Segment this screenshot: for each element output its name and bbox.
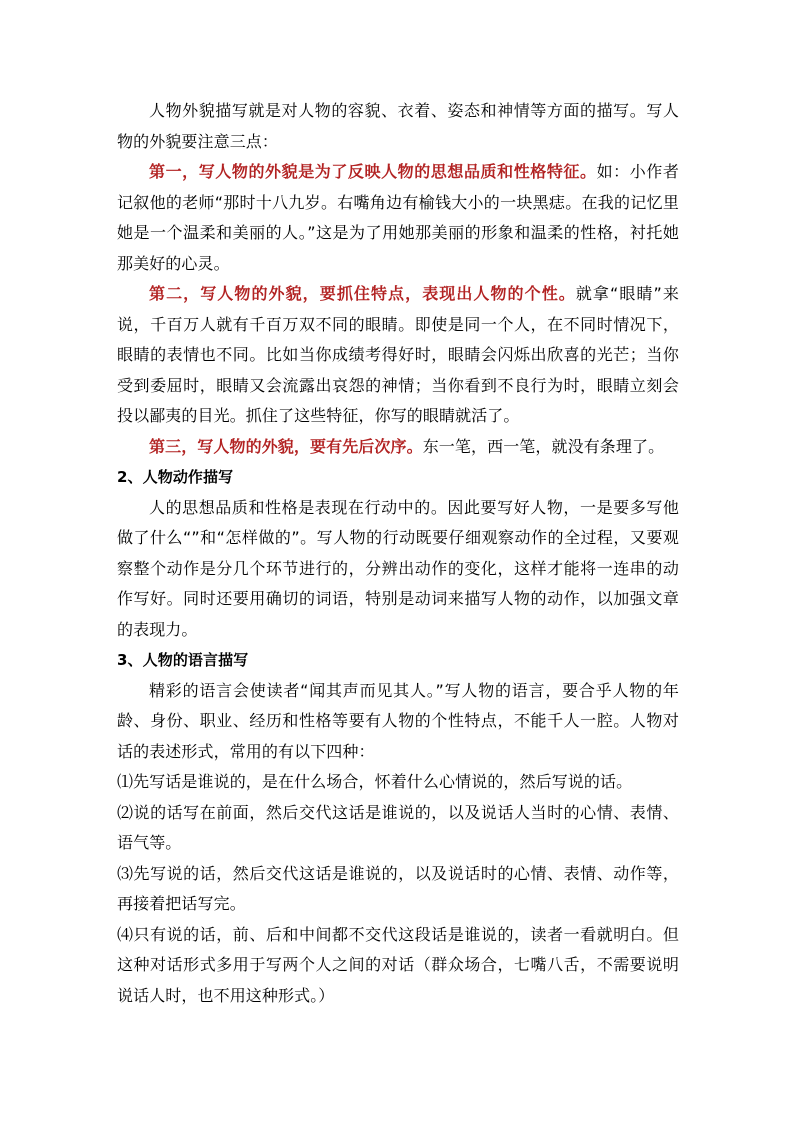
intro-paragraph: 人物外貌描写就是对人物的容貌、衣着、姿态和神情等方面的描写。写人物的外貌要注意三点：: [117, 101, 679, 151]
point-three-lead: 第三，写人物的外貌，要有先后次序。: [149, 436, 423, 456]
dialogue-form-item-2: ⑵说的话写在前面，然后交代这话是谁说的，以及说话人当时的心情、表情、语气等。: [117, 802, 679, 852]
point-two-paragraph: [117, 279, 679, 432]
point-one-paragraph: [117, 157, 679, 279]
point-one-lead: 第一，写人物的外貌是为了反映人物的思想品质和性格特征。: [149, 162, 597, 181]
point-three-paragraph: [117, 432, 679, 463]
section-three-heading: 3、人物的语言描写: [117, 651, 249, 669]
point-two-text: 就拿“眼睛”来说，千百万人就有千百万双不同的眼睛。即使是同一个人，在不同时情况下，眼睛的表情也不同。比如当你成绩考得好时，眼睛会闪烁出欣喜的光芒；当你受到委屈时，眼睛又会流露出哀怨的神情；当你看到不良行为时，眼睛立刻会投以鄙夷的目光。抓住了这些特征，你写的眼睛就活了。: [117, 284, 679, 425]
point-two-lead: 第二，写人物的外貌，要抓住特点，表现出人物的个性。: [149, 284, 576, 303]
point-one-text: 如：小作者记叙他的老师“那时十八九岁。右嘴角边有榆钱大小的一块黑痣。在我的记忆里她是一个温柔和美丽的人。”这是为了用她那美丽的形象和温柔的性格，衬托她那美好的心灵。: [117, 162, 679, 273]
section-two-body: 人的思想品质和性格是表现在行动中的。因此要写好人物，一是要多写他做了什么“”和“怎样做的”。写人物的行动既要仔细观察动作的全过程，又要观察整个动作是分几个环节进行的，分辨出动作的变化，这样才能将一连串的动作写好。同时还要用确切的词语，特别是动词来描写人物的动作，以加强文章的表现力。: [117, 497, 679, 639]
section-two-heading: 2、人物动作描写: [117, 468, 234, 486]
point-three-text: 东一笔，西一笔，就没有条理了。: [422, 436, 665, 456]
document-page: [117, 96, 679, 1011]
dialogue-form-item-1: ⑴先写话是谁说的，是在什么场合，怀着什么心情说的，然后写说的话。: [117, 772, 633, 791]
dialogue-form-item-3: ⑶先写说的话，然后交代这话是谁说的，以及说话时的心情、表情、动作等，再接着把话写完。: [117, 863, 679, 913]
dialogue-form-item-4: ⑷只有说的话，前、后和中间都不交代这段话是谁说的，读者一看就明白。但这种对话形式多用于写两个人之间的对话（群众场合，七嘴八舌，不需要说明说话人时，也不用这种形式。）: [117, 924, 679, 1005]
section-three-body: 精彩的语言会使读者“闻其声而见其人。”写人物的语言，要合乎人物的年龄、身份、职业、经历和性格等要有人物的个性特点，不能千人一腔。人物对话的表述形式，常用的有以下四种：: [117, 680, 679, 761]
